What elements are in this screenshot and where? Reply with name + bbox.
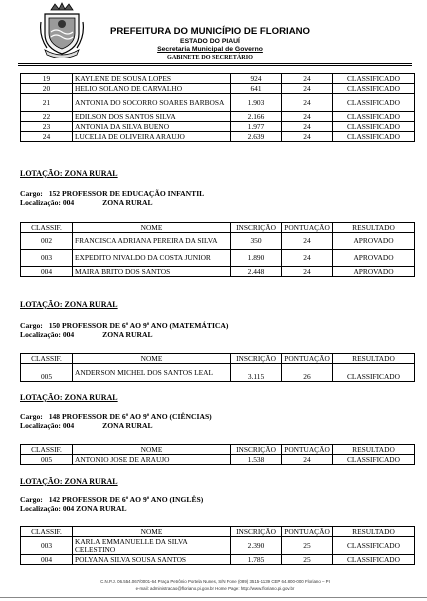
cell-classif: 22 (21, 112, 73, 122)
cell-pontuacao: 24 (282, 94, 333, 112)
section-lotacao: LOTAÇÃO: ZONA RURAL (20, 169, 118, 178)
cell-nome: KAYLENE DE SOUSA LOPES (73, 74, 231, 84)
cell-nome: ANTONIA DA SILVA BUENO (73, 122, 231, 132)
zona-value: ZONA RURAL (102, 198, 153, 207)
cell-resultado: CLASSIFICADO (333, 537, 415, 555)
cell-resultado: CLASSIFICADO (333, 455, 415, 465)
table-row (21, 555, 415, 565)
cell-pontuacao: 26 (282, 364, 333, 382)
section-localizacao (20, 422, 153, 430)
table-row (21, 364, 415, 382)
cell-resultado: CLASSIFICADO (333, 555, 415, 565)
cell-nome: ANTONIO JOSE DE ARAUJO (73, 455, 231, 465)
cell-nome: MAIRA BRITO DOS SANTOS (73, 267, 231, 277)
results-table (20, 353, 415, 382)
header-rule (18, 63, 412, 64)
coat-of-arms-icon (39, 2, 85, 58)
col-inscricao: INSCRIÇÃO (231, 527, 282, 537)
col-classif: CLASSIF. (21, 445, 73, 455)
section-localizacao (20, 199, 153, 207)
cell-classif: 005 (21, 455, 73, 465)
cell-inscricao: 3.115 (231, 364, 282, 382)
cell-nome: LUCELIA DE OLIVEIRA ARAUJO (73, 132, 231, 142)
cell-inscricao: 350 (231, 233, 282, 250)
cell-resultado: APROVADO (333, 267, 415, 277)
cell-pontuacao: 24 (282, 122, 333, 132)
localizacao-label: Localização: (20, 330, 61, 339)
section-localizacao (20, 331, 153, 339)
cargo-label: Cargo: (20, 189, 43, 198)
cell-pontuacao: 24 (282, 455, 333, 465)
cell-inscricao: 641 (231, 84, 282, 94)
cargo-value: 150 PROFESSOR DE 6º AO 9º ANO (MATEMÁTICA) (48, 321, 229, 330)
cell-resultado: CLASSIFICADO (333, 112, 415, 122)
footer-contact: e-mail: administracao@floriano.pi.gov.br Home Page: http://www.floriano.pi.gov.br (135, 586, 295, 591)
table-row (21, 537, 415, 555)
localizacao-value: 004 (62, 421, 75, 430)
cell-resultado: CLASSIFICADO (333, 132, 415, 142)
cell-inscricao: 1.538 (231, 455, 282, 465)
cell-nome: FRANCISCA ADRIANA PEREIRA DA SILVA (73, 233, 231, 250)
localizacao-label: Localização: (20, 198, 61, 207)
col-nome: NOME (73, 354, 231, 364)
secretariat-name: Secretaria Municipal de Governo (157, 46, 263, 53)
table-row (21, 112, 415, 122)
col-resultado: RESULTADO (333, 445, 415, 455)
section-cargo (20, 190, 204, 198)
cell-resultado: CLASSIFICADO (333, 84, 415, 94)
cell-inscricao: 1.785 (231, 555, 282, 565)
table-row (21, 74, 415, 84)
table-header-row (21, 527, 415, 537)
section-localizacao (20, 505, 127, 513)
state-name: ESTADO DO PIAUÍ (180, 38, 240, 45)
cell-pontuacao: 25 (282, 537, 333, 555)
section-lotacao: LOTAÇÃO: ZONA RURAL (20, 393, 118, 402)
zona-value: ZONA RURAL (102, 330, 153, 339)
cell-classif: 002 (21, 233, 73, 250)
table-row (21, 233, 415, 250)
cell-classif: 20 (21, 84, 73, 94)
section-lotacao: LOTAÇÃO: ZONA RURAL (20, 300, 118, 309)
results-table (20, 444, 415, 465)
table-row (21, 250, 415, 267)
cell-resultado: CLASSIFICADO (333, 74, 415, 84)
cell-classif: 24 (21, 132, 73, 142)
table-header-row (21, 354, 415, 364)
col-inscricao: INSCRIÇÃO (231, 354, 282, 364)
table-row (21, 122, 415, 132)
cell-classif: 19 (21, 74, 73, 84)
table-row (21, 267, 415, 277)
cell-classif: 004 (21, 267, 73, 277)
cell-resultado: CLASSIFICADO (333, 94, 415, 112)
cell-nome: ANTONIA DO SOCORRO SOARES BARBOSA (73, 94, 231, 112)
localizacao-label: Localização: (20, 504, 61, 513)
cargo-value: 148 PROFESSOR DE 6º AO 9º ANO (CIÊNCIAS) (48, 412, 212, 421)
col-inscricao: INSCRIÇÃO (231, 445, 282, 455)
cargo-label: Cargo: (20, 321, 43, 330)
cell-nome: KARLA EMMANUELLE DA SILVA CELESTINO (73, 537, 231, 555)
footer-address: C.N.P.J. 06.554.067/0001-64 Praça Petrônio Portela Nunes, S/N Fone (089) 3515-1139 CEP 64.800-000 Floriano – PI (100, 579, 330, 584)
table-row (21, 84, 415, 94)
col-classif: CLASSIF. (21, 354, 73, 364)
col-resultado: RESULTADO (333, 527, 415, 537)
cargo-label: Cargo: (20, 495, 43, 504)
col-resultado: RESULTADO (333, 354, 415, 364)
cell-inscricao: 2.166 (231, 112, 282, 122)
cell-nome: HELIO SOLANO DE CARVALHO (73, 84, 231, 94)
col-pontuacao: PONTUAÇÃO (282, 223, 333, 233)
cell-classif: 23 (21, 122, 73, 132)
cabinet-name: GABINETE DO SECRETÁRIO (167, 54, 253, 61)
cell-resultado: APROVADO (333, 233, 415, 250)
table-header-row (21, 223, 415, 233)
localizacao-value: 004 (62, 198, 75, 207)
localizacao-value: 004 (62, 330, 75, 339)
col-classif: CLASSIF. (21, 223, 73, 233)
results-table (20, 526, 415, 565)
cell-pontuacao: 24 (282, 233, 333, 250)
cell-nome: POLYANA SILVA SOUSA SANTOS (73, 555, 231, 565)
cell-pontuacao: 24 (282, 74, 333, 84)
section-lotacao: LOTAÇÃO: ZONA RURAL (20, 477, 118, 486)
cell-nome: EDILSON DOS SANTOS SILVA (73, 112, 231, 122)
col-nome: NOME (73, 223, 231, 233)
cargo-value: 152 PROFESSOR DE EDUCAÇÃO INFANTIL (48, 189, 205, 198)
cell-inscricao: 2.639 (231, 132, 282, 142)
cell-classif: 004 (21, 555, 73, 565)
col-nome: NOME (73, 445, 231, 455)
zona-value: ZONA RURAL (102, 421, 153, 430)
cell-pontuacao: 24 (282, 267, 333, 277)
cargo-value: 142 PROFESSOR DE 6º AO 9º ANO (INGLÊS) (48, 495, 204, 504)
section-cargo (20, 322, 228, 330)
col-resultado: RESULTADO (333, 223, 415, 233)
cell-pontuacao: 25 (282, 555, 333, 565)
zona-value: ZONA RURAL (76, 504, 127, 513)
table-row (21, 455, 415, 465)
col-classif: CLASSIF. (21, 527, 73, 537)
cell-nome: ANDERSON MICHEL DOS SANTOS LEAL (73, 364, 231, 382)
results-table-top (20, 73, 415, 142)
cell-nome: EXPEDITO NIVALDO DA COSTA JUNIOR (73, 250, 231, 267)
localizacao-label: Localização: (20, 421, 61, 430)
table-header-row (21, 445, 415, 455)
section-cargo (20, 413, 212, 421)
cell-pontuacao: 24 (282, 250, 333, 267)
cell-pontuacao: 24 (282, 84, 333, 94)
cell-pontuacao: 24 (282, 132, 333, 142)
cell-inscricao: 2.390 (231, 537, 282, 555)
cell-classif: 003 (21, 250, 73, 267)
cargo-label: Cargo: (20, 412, 43, 421)
localizacao-value: 004 (62, 504, 75, 513)
col-pontuacao: PONTUAÇÃO (282, 445, 333, 455)
cell-classif: 003 (21, 537, 73, 555)
section-cargo (20, 496, 203, 504)
cell-inscricao: 924 (231, 74, 282, 84)
cell-pontuacao: 24 (282, 112, 333, 122)
cell-inscricao: 1.890 (231, 250, 282, 267)
cell-resultado: CLASSIFICADO (333, 364, 415, 382)
table-row (21, 132, 415, 142)
results-table (20, 222, 415, 277)
cell-classif: 21 (21, 94, 73, 112)
col-pontuacao: PONTUAÇÃO (282, 527, 333, 537)
page-title: PREFEITURA DO MUNICÍPIO DE FLORIANO (109, 26, 311, 37)
table-row (21, 94, 415, 112)
cell-resultado: CLASSIFICADO (333, 122, 415, 132)
col-nome: NOME (73, 527, 231, 537)
cell-classif: 005 (21, 364, 73, 382)
header-rule (18, 65, 412, 66)
cell-inscricao: 2.448 (231, 267, 282, 277)
page-edge (0, 597, 427, 598)
col-pontuacao: PONTUAÇÃO (282, 354, 333, 364)
col-inscricao: INSCRIÇÃO (231, 223, 282, 233)
cell-resultado: APROVADO (333, 250, 415, 267)
cell-inscricao: 1.903 (231, 94, 282, 112)
cell-inscricao: 1.977 (231, 122, 282, 132)
